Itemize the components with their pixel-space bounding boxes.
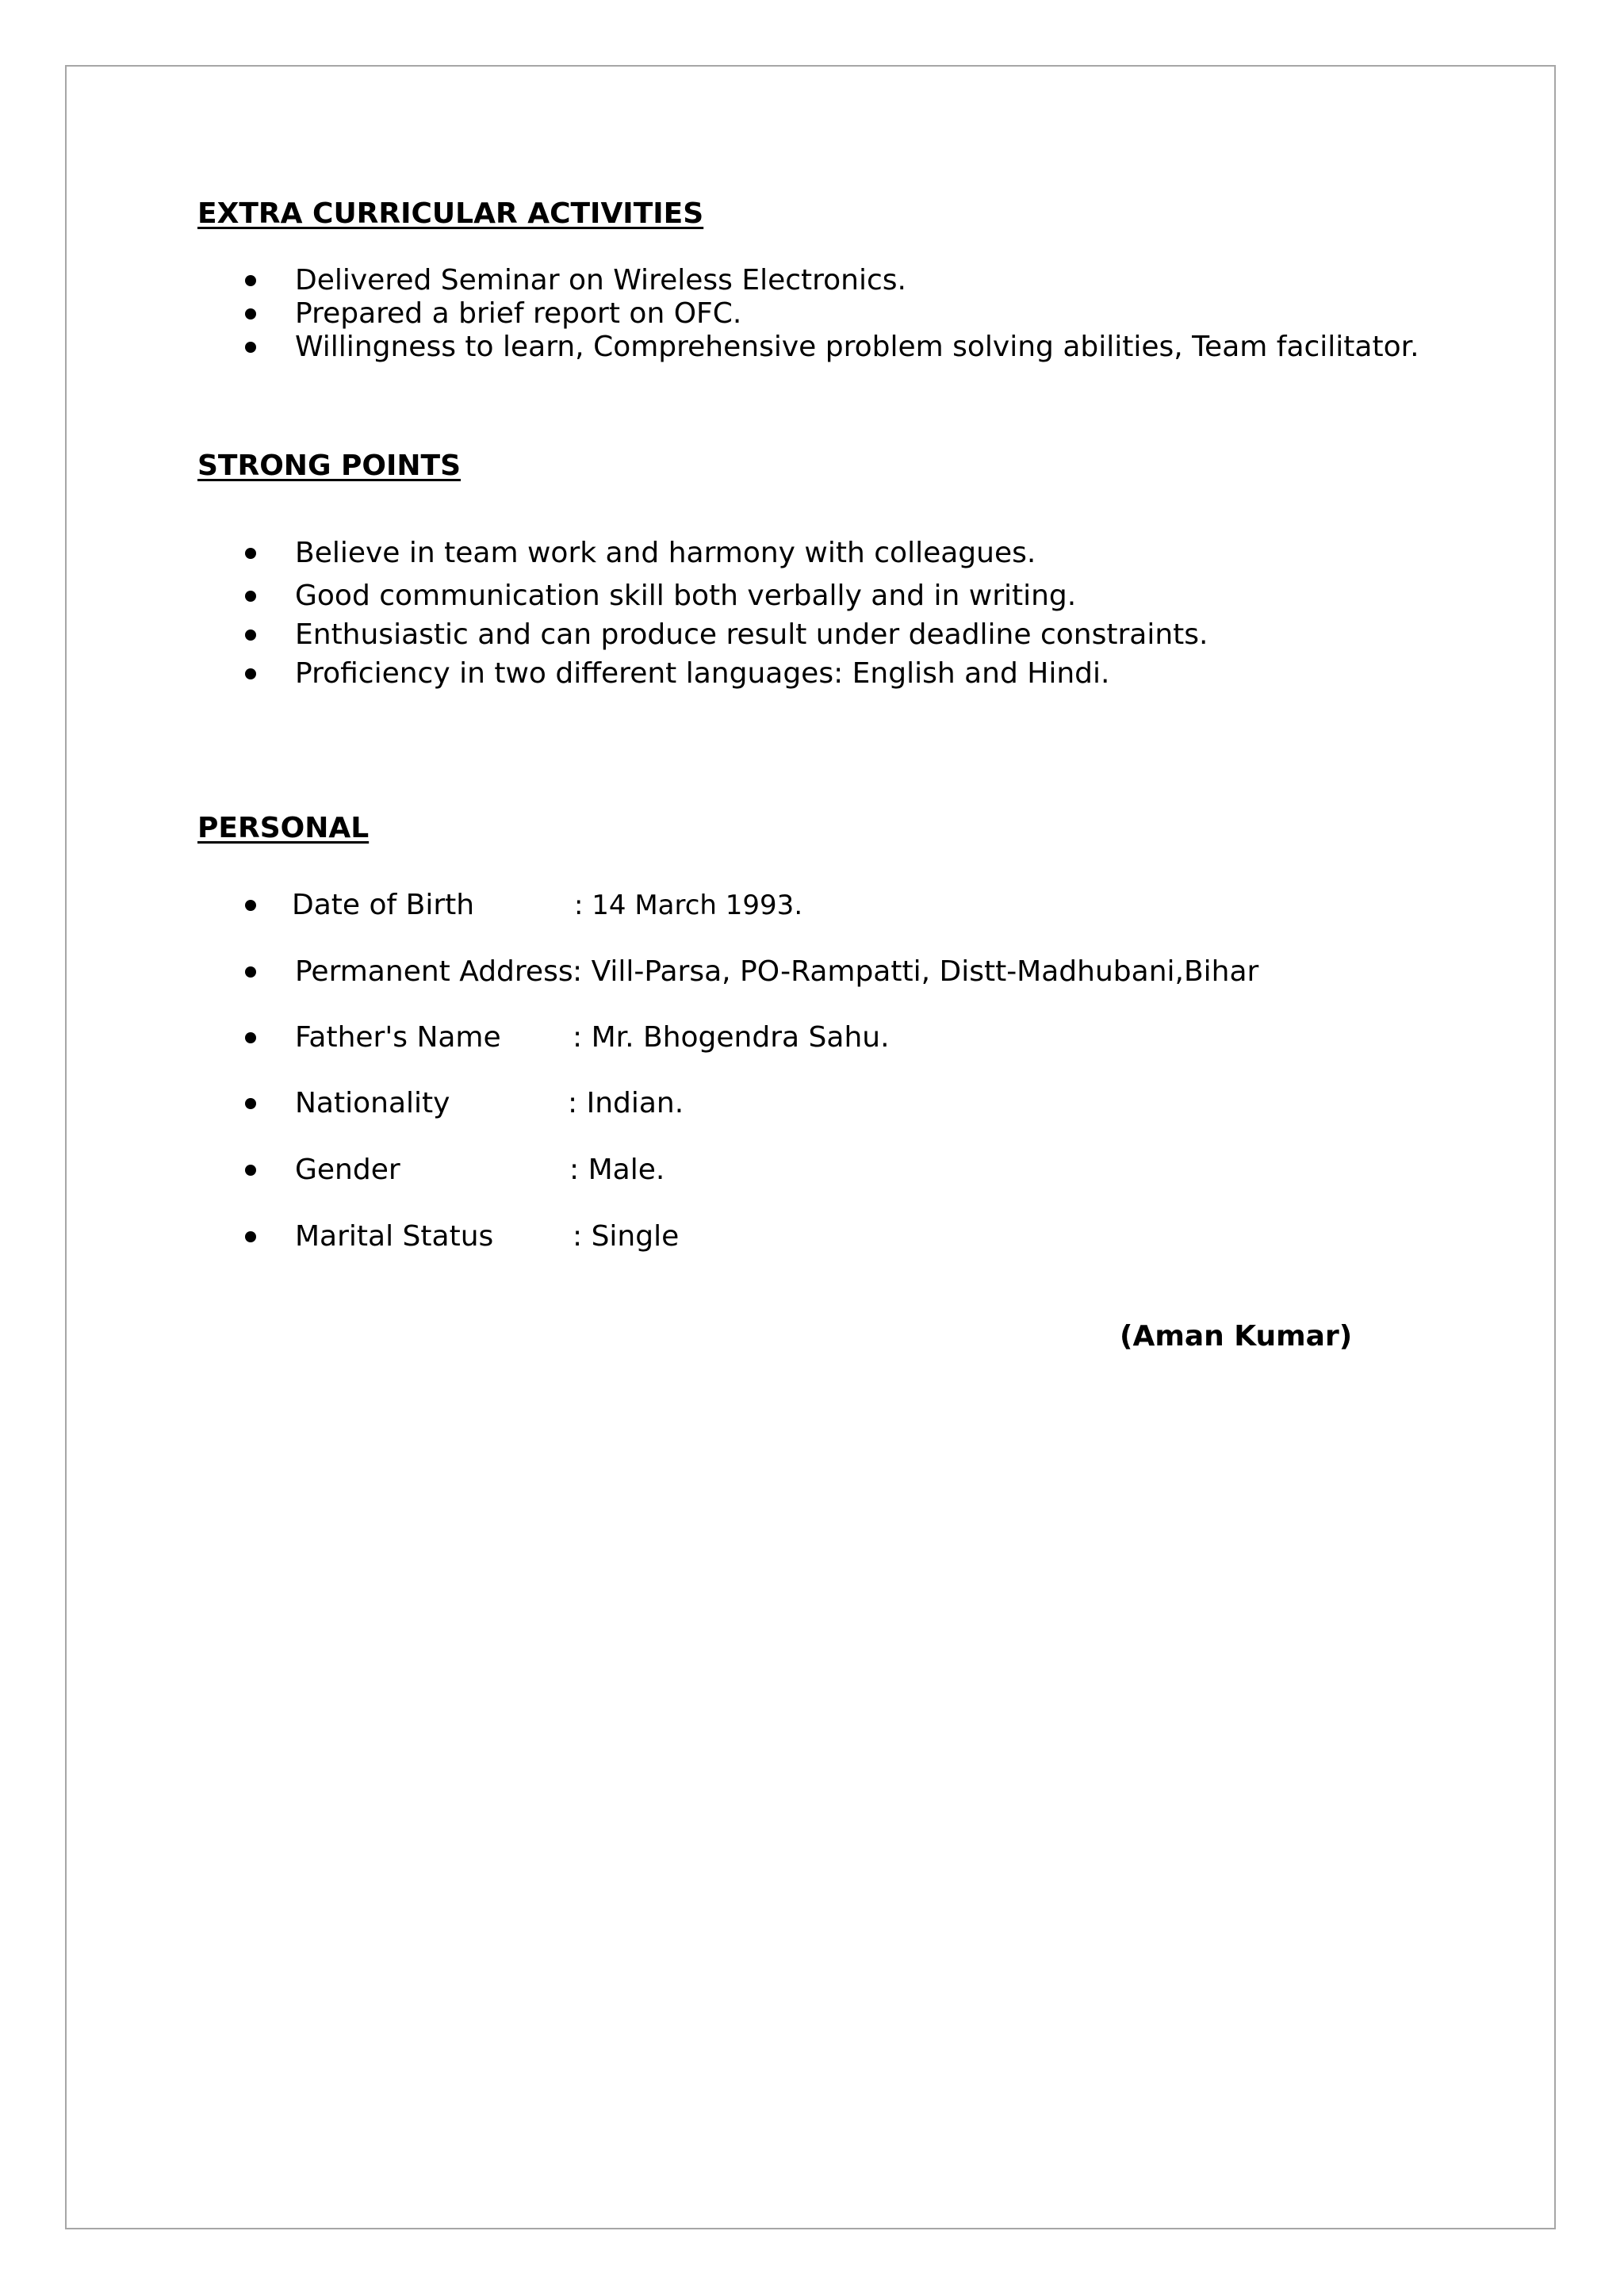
bullet-icon: [245, 1098, 256, 1109]
personal-detail-value: : 14 March 1993.: [574, 890, 803, 921]
personal-detail-value: : Mr. Bhogendra Sahu.: [573, 1021, 890, 1054]
list-item-text: Prepared a brief report on OFC.: [295, 297, 742, 330]
personal-detail-label: Permanent Address: [295, 955, 573, 988]
personal-detail-value: : Male.: [569, 1154, 665, 1186]
personal-detail-label: Nationality: [295, 1087, 450, 1119]
bullet-icon: [245, 591, 256, 602]
bullet-icon: [245, 966, 256, 978]
personal-detail-value: : Vill-Parsa, PO-Rampatti, Distt-Madhubani,Bihar: [573, 955, 1259, 988]
bullet-icon: [245, 1032, 256, 1043]
bullet-icon: [245, 1165, 256, 1176]
list-item-text: Proficiency in two different languages: English and Hindi.: [295, 657, 1110, 690]
bullet-icon: [245, 548, 256, 559]
page-border: [65, 65, 1556, 2229]
bullet-icon: [245, 1231, 256, 1242]
bullet-icon: [245, 900, 256, 911]
list-item-text: Enthusiastic and can produce result under deadline constraints.: [295, 618, 1208, 651]
section-heading-extra-curricular: EXTRA CURRICULAR ACTIVITIES: [197, 197, 704, 230]
personal-detail-value: : Single: [573, 1220, 680, 1253]
bullet-icon: [245, 275, 256, 286]
bullet-icon: [245, 308, 256, 320]
bullet-icon: [245, 668, 256, 679]
section-heading-strong-points: STRONG POINTS: [197, 450, 462, 482]
personal-detail-value: : Indian.: [568, 1087, 684, 1119]
list-item-text: Believe in team work and harmony with colleagues.: [295, 537, 1036, 569]
personal-detail-label: Gender: [295, 1154, 400, 1186]
list-item-text: Willingness to learn, Comprehensive problem solving abilities, Team facilitator.: [295, 331, 1419, 363]
personal-detail-label: Father's Name: [295, 1021, 501, 1054]
personal-detail-label: Date of Birth: [292, 889, 475, 921]
bullet-icon: [245, 629, 256, 641]
bullet-icon: [245, 342, 256, 353]
signature-name: (Aman Kumar): [1120, 1320, 1353, 1353]
list-item-text: Good communication skill both verbally and in writing.: [295, 580, 1077, 612]
personal-detail-label: Marital Status: [295, 1220, 494, 1253]
section-heading-personal: PERSONAL: [197, 812, 370, 844]
list-item-text: Delivered Seminar on Wireless Electronics.: [295, 264, 906, 297]
